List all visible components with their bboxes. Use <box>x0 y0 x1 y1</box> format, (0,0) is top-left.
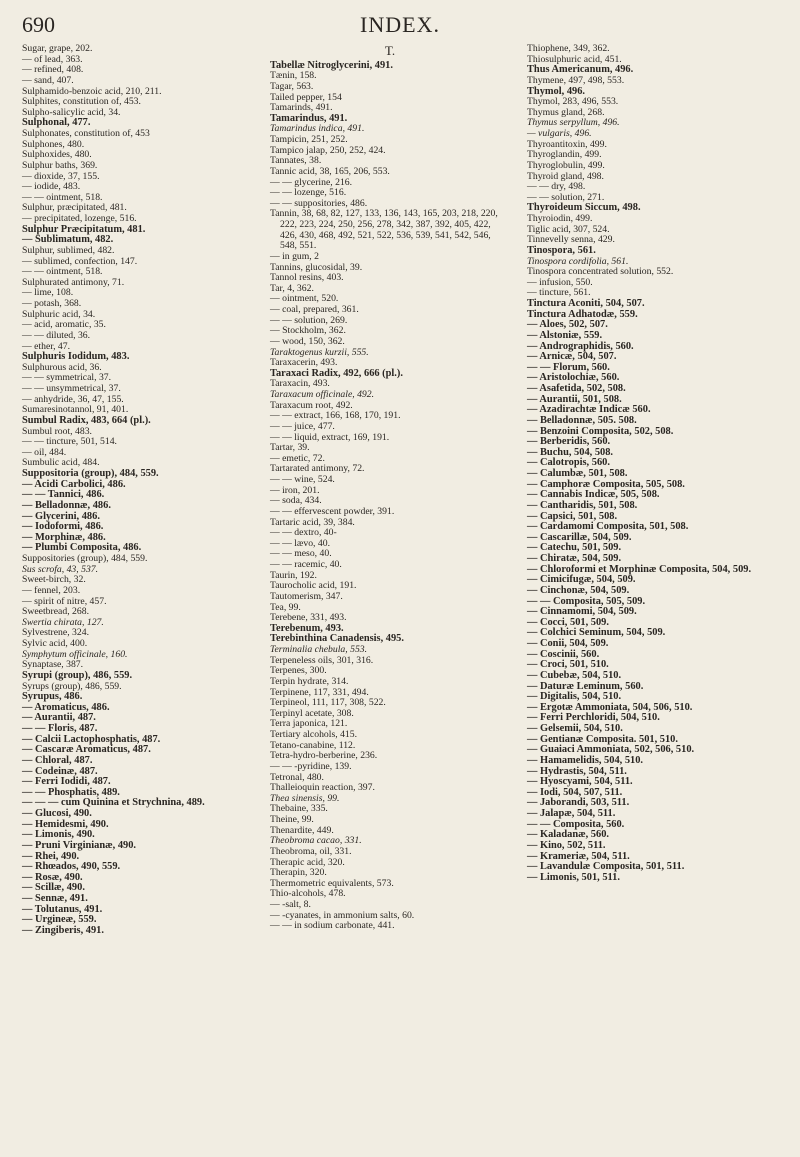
index-entry: Tannic acid, 38, 165, 206, 553. <box>270 165 390 177</box>
index-entry: — Calotropis, 560. <box>527 457 610 469</box>
index-entry: — ointment, 520. <box>270 293 339 305</box>
index-entry: — — Floris, 487. <box>22 723 98 734</box>
index-entry: Tartarated antimony, 72. <box>270 463 365 475</box>
index-entry: — Chiratæ, 504, 509. <box>527 553 622 564</box>
index-column-1 <box>22 44 262 937</box>
index-entry: — — wine, 524. <box>270 474 335 485</box>
index-entry: — Ferri Iodidi, 487. <box>22 776 111 788</box>
index-entry: — — ointment, 518. <box>22 191 103 203</box>
index-entry: Thyroglobulin, 499. <box>527 159 605 171</box>
index-entry: — Cocci, 501, 509. <box>527 616 609 628</box>
index-entry: Synaptase, 387. <box>22 659 84 671</box>
index-entry: — in gum, 2 <box>270 250 319 262</box>
index-entry: — Belladonnæ, 505. 508. <box>527 414 637 426</box>
index-entry: — Cinnamomi, 504, 509. <box>527 606 637 618</box>
index-entry: Tetano-canabine, 112. <box>270 739 356 751</box>
index-entry: — Hamamelidis, 504, 510. <box>527 754 644 766</box>
index-entry: Tartaric acid, 39, 384. <box>270 516 355 528</box>
index-entry: — — lævo, 40. <box>270 537 331 549</box>
index-entry: Tinospora cordifolia, 561. <box>527 255 629 267</box>
index-entry: Tiglic acid, 307, 524. <box>527 223 610 235</box>
index-entry: Thea sinensis, 99. <box>270 792 340 804</box>
index-entry: — Kino, 502, 511. <box>527 839 606 851</box>
index-entry: — Coscinii, 560. <box>527 648 600 660</box>
index-entry: — Morphinæ, 486. <box>22 531 106 543</box>
index-entry: — fennel, 203. <box>22 584 81 596</box>
index-entry: — — effervescent powder, 391. <box>270 505 395 517</box>
index-entry: — Acidi Carbolici, 486. <box>22 478 126 490</box>
index-entry: — Aloes, 502, 507. <box>527 319 608 331</box>
index-entry: Thyroantitoxin, 499. <box>527 138 607 150</box>
index-entry: — Cimicifugæ, 504, 509. <box>527 574 636 586</box>
index-entry: — Alstoniæ, 559. <box>527 329 603 341</box>
index-entry: Taraxaci Radix, 492, 666 (pl.). <box>270 367 403 379</box>
index-entry: Taraxacin, 493. <box>270 378 330 390</box>
index-entry: Sumbul root, 483. <box>22 425 92 437</box>
index-entry: Sulphonal, 477. <box>22 117 91 129</box>
index-entry: — Zingiberis, 491. <box>22 924 104 936</box>
index-entry: Thenardite, 449. <box>270 824 334 836</box>
index-entry: Thyroiodin, 499. <box>527 213 593 224</box>
index-entry: — Rhei, 490. <box>22 850 80 862</box>
index-entry: Tabellæ Nitroglycerini, 491. <box>270 59 393 71</box>
index-entry: Thio-alcohols, 478. <box>270 888 346 900</box>
index-entry: Thebaine, 335. <box>270 803 328 815</box>
index-entry: Tea, 99. <box>270 601 301 613</box>
index-entry: Thymus serpyllum, 496. <box>527 117 620 129</box>
index-entry: Tannol resins, 403. <box>270 272 344 284</box>
index-entry: Tinospora concentrated solution, 552. <box>527 266 674 278</box>
index-entry: — Belladonnæ, 486. <box>22 499 111 511</box>
index-entry: — Catechu, 501, 509. <box>527 542 622 554</box>
index-entry: Thiosulphuric acid, 451. <box>527 53 622 65</box>
index-entry: — — Composita, 505, 509. <box>527 595 646 607</box>
index-entry: — — ointment, 518. <box>22 266 103 278</box>
index-entry: Thymene, 497, 498, 553. <box>527 74 625 86</box>
index-entry: — Arnicæ, 504, 507. <box>527 351 617 363</box>
index-entry: — Benzoini Composita, 502, 508. <box>527 425 674 437</box>
index-entry: — Asafetida, 502, 508. <box>527 383 626 394</box>
index-entry: — Berberidis, 560. <box>527 436 611 448</box>
index-entry: Tetra-hydro-berberine, 236. <box>270 750 378 762</box>
index-entry: — Croci, 501, 510. <box>527 659 609 671</box>
index-entry: — Chloroformi et Morphinæ Composita, 504, 509. <box>527 563 752 575</box>
index-entry: — Jaborandi, 503, 511. <box>527 797 630 809</box>
index-entry: Taraxacerin, 493. <box>270 357 338 369</box>
index-entry: Sulphur, sublimed, 482. <box>22 244 115 256</box>
index-entry: Sylvestrene, 324. <box>22 627 89 639</box>
index-entry: — Rhœados, 490, 559. <box>22 861 121 873</box>
index-entry: — spirit of nitre, 457. <box>22 595 107 607</box>
index-entry: — Kaladanæ, 560. <box>527 829 609 841</box>
index-entry: — Azadirachtæ Indicæ 560. <box>527 404 651 416</box>
index-entry: — coal, prepared, 361. <box>270 304 359 315</box>
index-entry: — — juice, 477. <box>270 420 335 432</box>
index-entry: — Lavandulæ Composita, 501, 511. <box>527 861 685 873</box>
index-entry: Terminalia chebula, 553. <box>270 644 368 655</box>
index-entry: — Sublimatum, 482. <box>22 234 114 246</box>
index-entry: Terpeneless oils, 301, 316. <box>270 654 374 666</box>
index-entry: Taraxacum root, 492. <box>270 399 353 411</box>
index-entry: — Aromaticus, 486. <box>22 701 110 713</box>
index-entry: — Cinchonæ, 504, 509. <box>527 584 630 596</box>
index-entry: Therapin, 320. <box>270 867 327 879</box>
index-entry: — wood, 150, 362. <box>270 335 345 347</box>
index-entry: — Jalapæ, 504, 511. <box>527 808 616 819</box>
index-entry: Therapic acid, 320. <box>270 856 345 868</box>
index-entry: Taurin, 192. <box>270 569 317 581</box>
index-entry: Syrups (group), 486, 559. <box>22 680 122 692</box>
index-column-2 <box>270 44 510 932</box>
index-entry: — soda, 434. <box>270 495 322 507</box>
index-entry: Tannin, 38, 68, 82, 127, 133, 136, 143, 165, 203, 218, 220, 222, 223, 224, 250, 256, 278, 342, 387, 392, 405, 422, 426, 430, 468, 492, 521, 522, 536, 539, 541, 542, 546, 548, 551. <box>270 208 498 252</box>
index-entry: — Cascarillæ, 504, 509. <box>527 531 632 543</box>
index-entry: Sweet-birch, 32. <box>22 574 86 586</box>
index-entry: — refined, 408. <box>22 64 84 76</box>
index-entry: Theobroma, oil, 331. <box>270 845 352 857</box>
index-entry: — Andrographidis, 560. <box>527 340 634 352</box>
index-entry: Sulpho-salicylic acid, 34. <box>22 106 121 118</box>
index-entry: — vulgaris, 496. <box>527 128 592 139</box>
index-entry: Terpenes, 300. <box>270 665 327 677</box>
index-entry: Sus scrofa, 43, 537. <box>22 563 99 575</box>
index-entry: — Aurantii, 501, 508. <box>527 393 622 405</box>
index-entry: Terebinthina Canadensis, 495. <box>270 633 404 645</box>
index-entry: Sumbulic acid, 484. <box>22 457 100 469</box>
index-entry: — Buchu, 504, 508. <box>527 446 614 458</box>
index-entry: — — lozenge, 516. <box>270 187 347 199</box>
index-entry: — — dextro, 40- <box>270 527 337 539</box>
index-entry: Thyroglandin, 499. <box>527 149 602 161</box>
index-entry: — iron, 201. <box>270 484 320 496</box>
index-entry: — — extract, 166, 168, 170, 191. <box>270 410 401 422</box>
index-entry: — Digitalis, 504, 510. <box>527 691 622 703</box>
index-entry: Thymol, 283, 496, 553. <box>527 96 619 108</box>
index-entry: — — diluted, 36. <box>22 329 91 341</box>
index-entry: Tinnevelly senna, 429. <box>527 234 615 246</box>
index-entry: Thalleioquin reaction, 397. <box>270 782 375 794</box>
index-entry: — Cantharidis, 501, 508. <box>527 499 638 511</box>
index-entry: Terpineol, 111, 117, 308, 522. <box>270 697 386 709</box>
index-entry: — infusion, 550. <box>527 276 593 288</box>
index-entry: — Aurantii, 487. <box>22 712 96 724</box>
index-entry: — Camphoræ Composita, 505, 508. <box>527 478 685 490</box>
index-entry: — Krameriæ, 504, 511. <box>527 850 630 862</box>
index-entry: — Daturæ Leminum, 560. <box>527 680 644 692</box>
index-entry: — — Phosphatis, 489. <box>22 786 120 798</box>
index-entry: — Plumbi Composita, 486. <box>22 542 142 554</box>
index-entry: — Colchici Seminum, 504, 509. <box>527 627 666 639</box>
index-entry: — Capsici, 501, 508. <box>527 510 618 522</box>
index-entry: Sulphurous acid, 36. <box>22 361 102 373</box>
index-entry: — Cannabis Indicæ, 505, 508. <box>527 489 660 501</box>
index-entry: Sylvic acid, 400. <box>22 638 88 649</box>
index-entry: — Gentianæ Composita. 501, 510. <box>527 733 678 745</box>
index-entry: — Glucosi, 490. <box>22 808 92 819</box>
index-entry: Thiophene, 349, 362. <box>527 43 610 54</box>
index-entry: — Hydrastis, 504, 511. <box>527 765 627 777</box>
index-entry: Sumbul Radix, 483, 664 (pl.). <box>22 414 151 426</box>
index-entry: Tinctura Aconiti, 504, 507. <box>527 298 645 309</box>
index-entry: Tampico jalap, 250, 252, 424. <box>270 144 386 156</box>
index-entry: Theine, 99. <box>270 814 314 825</box>
index-entry: Tinctura Adhatodæ, 559. <box>527 308 638 320</box>
index-entry: — Limonis, 490. <box>22 829 95 841</box>
index-entry: — -cyanates, in ammonium salts, 60. <box>270 909 415 921</box>
index-entry: — Codeinæ, 487. <box>22 765 98 777</box>
index-entry: — Iodi, 504, 507, 511. <box>527 786 623 798</box>
index-entry: Thermometric equivalents, 573. <box>270 877 394 889</box>
index-entry: Thyroid gland, 498. <box>527 170 604 182</box>
index-entry: — — racemic, 40. <box>270 559 342 570</box>
index-entry: — emetic, 72. <box>270 452 325 464</box>
index-entry: — — Florum, 560. <box>527 361 610 373</box>
index-entry: — tincture, 561. <box>527 287 591 299</box>
index-entry: Sumaresinotannol, 91, 401. <box>22 404 129 416</box>
index-entry: — — in sodium carbonate, 441. <box>270 920 395 932</box>
index-entry: Suppositoria (group), 484, 559. <box>22 468 159 479</box>
index-entry: — lime, 108. <box>22 287 74 299</box>
index-entry: Taurocholic acid, 191. <box>270 580 357 592</box>
index-entry: — Rosæ, 490. <box>22 871 83 883</box>
index-entry: — Pruni Virginianæ, 490. <box>22 839 137 851</box>
index-entry: Tetronal, 480. <box>270 771 324 783</box>
running-head: INDEX. <box>360 12 440 37</box>
index-entry: — — symmetrical, 37. <box>22 372 112 384</box>
index-entry: Taraktogenus kurzii, 555. <box>270 346 369 358</box>
index-entry: Sulphur baths, 369. <box>22 159 98 171</box>
index-entry: — Iodoformi, 486. <box>22 521 104 533</box>
index-entry: — Tolutanus, 491. <box>22 903 103 915</box>
index-entry: — Ergotæ Ammoniata, 504, 506, 510. <box>527 701 693 713</box>
index-entry: Thymus gland, 268. <box>527 106 605 118</box>
index-entry: Terebene, 331, 493. <box>270 612 347 624</box>
index-entry: Symphytum officinale, 160. <box>22 648 128 660</box>
index-entry: Tamarindus indica, 491. <box>270 123 365 135</box>
index-entry: Sulphonates, constitution of, 453 <box>22 128 150 139</box>
index-entry: — anhydride, 36, 47, 155. <box>22 393 124 405</box>
index-entry: — Limonis, 501, 511. <box>527 871 620 883</box>
page-number: 690 <box>22 12 55 37</box>
index-entry: Thymol, 496. <box>527 85 586 97</box>
section-letter-heading: T. <box>384 43 396 58</box>
index-entry: — Scillæ, 490. <box>22 882 85 894</box>
index-entry: — — unsymmetrical, 37. <box>22 383 121 394</box>
index-entry: Sulphites, constitution of, 453. <box>22 96 141 108</box>
index-entry: — Hyoscyami, 504, 511. <box>527 776 633 788</box>
index-entry: Tannates, 38. <box>270 155 322 167</box>
index-entry: — sublimed, confection, 147. <box>22 255 138 267</box>
index-entry: — dioxide, 37, 155. <box>22 170 100 182</box>
index-entry: — Stockholm, 362. <box>270 325 346 337</box>
index-entry: — Calcii Lactophosphatis, 487. <box>22 733 161 745</box>
index-entry: Tar, 4, 362. <box>270 282 314 294</box>
index-entry: Terpinyl acetate, 308. <box>270 707 354 719</box>
index-entry: — — -pyridine, 139. <box>270 760 352 772</box>
index-entry: Swertia chirata, 127. <box>22 616 104 628</box>
index-entry: Theobroma cacao, 331. <box>270 835 362 847</box>
index-entry: — acid, aromatic, 35. <box>22 319 106 331</box>
index-entry: Thyroideum Siccum, 498. <box>527 202 641 214</box>
index-entry: — iodide, 483. <box>22 181 81 193</box>
index-entry: — sand, 407. <box>22 74 74 86</box>
index-entry: Tautomerism, 347. <box>270 590 343 602</box>
index-entry: Tamarindus, 491. <box>270 112 348 124</box>
index-entry: Tamarinds, 491. <box>270 102 333 114</box>
index-entry: — — suppositories, 486. <box>270 197 368 209</box>
index-entry: — — solution, 269. <box>270 314 348 326</box>
index-entry: — — dry, 498. <box>527 181 586 193</box>
index-entry: — precipitated, lozenge, 516. <box>22 213 137 224</box>
index-entry: Tinospora, 561. <box>527 244 596 256</box>
index-entry: Thus Americanum, 496. <box>527 64 634 76</box>
index-entry: — Hemidesmi, 490. <box>22 818 109 830</box>
index-entry: — Glycerini, 486. <box>22 510 100 522</box>
index-entry: Sugar, grape, 202. <box>22 43 93 54</box>
index-entry: — Sennæ, 491. <box>22 893 88 904</box>
index-entry: — — liquid, extract, 169, 191. <box>270 431 390 443</box>
index-entry: Tertiary alcohols, 415. <box>270 729 358 740</box>
index-entry: — ether, 47. <box>22 340 71 352</box>
index-entry: Sulphamido-benzoic acid, 210, 211. <box>22 85 162 97</box>
index-entry: Tannins, glucosidal, 39. <box>270 261 363 273</box>
index-entry: — of lead, 363. <box>22 53 83 65</box>
index-entry: — -salt, 8. <box>270 899 311 910</box>
index-column-3 <box>527 44 789 883</box>
index-entry: Sulphuric acid, 34. <box>22 308 96 320</box>
index-entry: — Ferri Perchloridi, 504, 510. <box>527 712 660 724</box>
index-entry: — — — cum Quinina et Strychnina, 489. <box>22 797 205 809</box>
index-entry: Terpin hydrate, 314. <box>270 675 349 687</box>
index-entry: Terra japonica, 121. <box>270 718 348 730</box>
index-entry: Sulphur Præcipitatum, 481. <box>22 223 146 235</box>
index-entry: — potash, 368. <box>22 298 82 309</box>
index-entry: — — tincture, 501, 514. <box>22 436 117 448</box>
index-entry: Syrupi (group), 486, 559. <box>22 669 133 681</box>
index-entry: Tampicin, 251, 252. <box>270 134 348 145</box>
index-entry: Taraxacum officinale, 492. <box>270 389 375 400</box>
index-entry: Sweetbread, 268. <box>22 606 89 618</box>
index-entry: — Urgineæ, 559. <box>22 914 97 926</box>
index-entry: — Calumbæ, 501, 508. <box>527 468 628 479</box>
index-entry: — Cardamomi Composita, 501, 508. <box>527 521 689 533</box>
index-entry: — Guaiaci Ammoniata, 502, 506, 510. <box>527 744 695 756</box>
index-entry: Suppositories (group), 484, 559. <box>22 553 148 564</box>
index-entry: — — solution, 271. <box>527 191 605 203</box>
index-entry: — — Composita, 560. <box>527 818 625 830</box>
index-entry: — Cubebæ, 504, 510. <box>527 669 622 681</box>
index-entry: Syrupus, 486. <box>22 691 83 703</box>
index-entry: — — meso, 40. <box>270 548 332 560</box>
index-entry: Sulphones, 480. <box>22 138 85 150</box>
index-entry: Sulphur, præcipitated, 481. <box>22 202 127 214</box>
index-entry: Sulphurated antimony, 71. <box>22 276 125 288</box>
index-entry: Tailed pepper, 154 <box>270 91 342 103</box>
index-entry: Sulphoxides, 480. <box>22 149 92 161</box>
index-entry: — Chloral, 487. <box>22 754 93 766</box>
index-entry: — — Tannici, 486. <box>22 489 105 501</box>
index-entry: — Aristolochiæ, 560. <box>527 372 620 384</box>
index-entry: — oil, 484. <box>22 446 67 458</box>
index-entry: Tænin, 158. <box>270 70 317 82</box>
index-entry: Sulphuris Iodidum, 483. <box>22 351 130 363</box>
index-entry: — Cascaræ Aromaticus, 487. <box>22 744 151 756</box>
index-entry: Tagar, 563. <box>270 80 314 92</box>
index-entry: — Conii, 504, 509. <box>527 638 609 649</box>
index-entry: — — glycerine, 216. <box>270 176 353 188</box>
index-entry: Terebenum, 493. <box>270 622 344 634</box>
index-entry: Terpinene, 117, 331, 494. <box>270 686 369 698</box>
index-entry: Tartar, 39. <box>270 442 310 454</box>
index-entry: — Gelsemii, 504, 510. <box>527 723 623 734</box>
